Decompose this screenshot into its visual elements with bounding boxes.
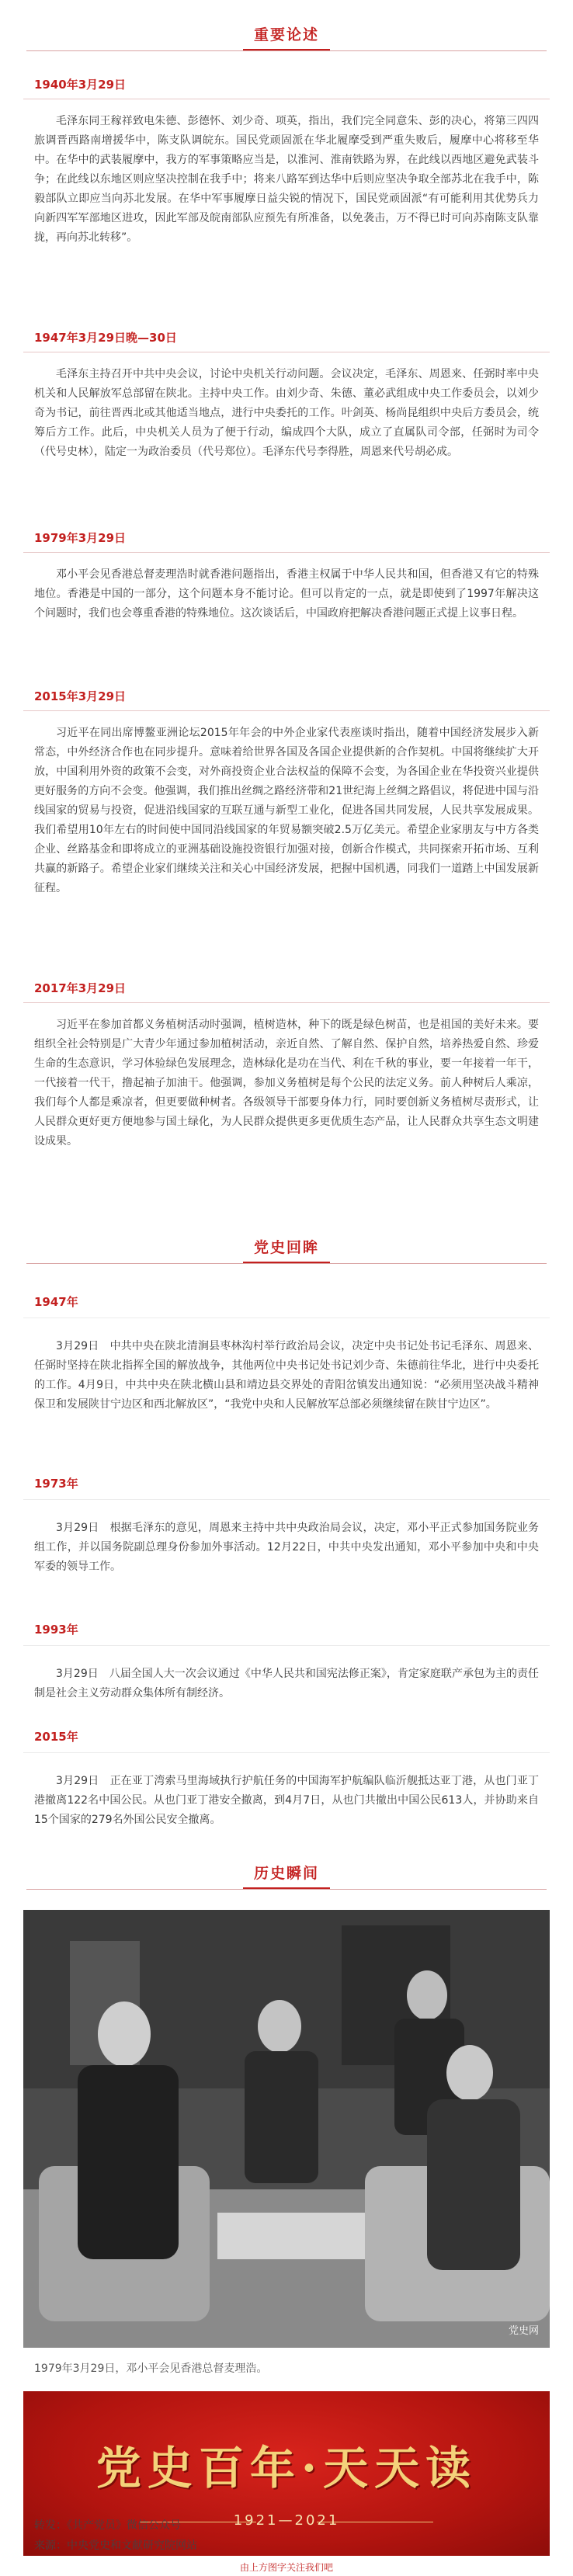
origin-source: 来源：中央党史和文献研究院网站 bbox=[34, 2540, 197, 2552]
history-entry-1973 bbox=[0, 1475, 573, 1577]
repost-source: 转发：《共产党员》微信公众号 bbox=[34, 2519, 181, 2532]
important-entry-2015 bbox=[0, 688, 573, 898]
entry-date: 2017年3月29日 bbox=[34, 981, 127, 995]
entry-year: 1947年 bbox=[34, 1295, 78, 1309]
entry-text: 毛泽东同王稼祥致电朱德、彭德怀、刘少奇、项英，指出，我们完全同意朱、彭的决心，将第三四四旅调晋西路南增援华中，陈支队调皖东。国民党顽固派在华北履摩受到严重失败后，履摩中心将移至华中。在华中的武装履摩中，我方的军事策略应当是，以淮河、淮南铁路为界，在此线以西地区避免武装斗争；在此线以东地区则应坚决控制在我手中；将来八路军到达华中后则应坚决争取全部苏北在我手中，陈毅部队立即应当向苏北发展。在华中军事履摩日益尖锐的情况下，国民党顽固派“有可能利用其优势兵力向新四军军部地区进攻，因此军部及皖南部队应预先有所准备，以免袭击，万不得已时可向苏南陈支队靠拢，再向苏北转移”。 bbox=[34, 115, 539, 244]
section-heading-history bbox=[0, 1236, 573, 1264]
section-title: 重要论述 bbox=[243, 23, 330, 51]
entry-text: 习近平在参加首都义务植树活动时强调，植树造林，种下的既是绿色树苗，也是祖国的美好未来。要组织全社会特别是广大青少年通过参加植树活动，亲近自然、了解自然、保护自然，培养热爱自然、珍爱生命的生态意识，学习体验绿色发展理念，造林绿化是功在当代、利在千秋的事业，要一年接着一年干，一代接着一代干，撸起袖子加油干。他强调，参加义务植树是每个公民的法定义务。前人种树后人乘凉，我们每个人都是乘凉者，但更要做种树者。各级领导干部要身体力行，同时要创新义务植树尽责形式，让人民群众更好更方便地参与国土绿化，为人民群众提供更多更优质生态产品，让人民群众共享生态文明建设成果。 bbox=[34, 1019, 539, 1147]
section-title: 党史回眸 bbox=[243, 1236, 330, 1264]
history-entry-2015 bbox=[0, 1728, 573, 1830]
entry-text: 3月29日 中共中央在陕北清涧县枣林沟村举行政治局会议，决定中央书记处书记毛泽东、周恩来、任弼时坚持在陕北指挥全国的解放战争，其他两位中央书记处书记刘少奇、朱德前往华北，进行中央委托的工作。4月9日，中共中央在陕北横山县和靖边县交界处的青阳岔镇发出通知说：“必须用坚决战斗精神保卫和发展陕甘宁边区和西北解放区”，“我党中央和人民解放军总部必须继续留在陕甘宁边区”。 bbox=[34, 1340, 539, 1411]
divider bbox=[23, 1002, 550, 1003]
entry-date: 1947年3月29日晚—30日 bbox=[34, 331, 177, 345]
photo-caption: 1979年3月29日，邓小平会见香港总督麦理浩。 bbox=[34, 2362, 268, 2375]
banner-title: 党史百年·天天读 bbox=[96, 2442, 477, 2494]
entry-text: 3月29日 根据毛泽东的意见，周恩来主持中共中央政治局会议，决定，邓小平正式参加国务院业务组工作，并以国务院副总理身份参加外事活动。12月22日，中共中央发出通知，邓小平参加中央和中央军委的领导工作。 bbox=[34, 1522, 539, 1573]
divider bbox=[23, 1752, 550, 1753]
divider bbox=[26, 1889, 547, 1890]
follow-prompt[interactable]: 由上方图字关注我们吧 bbox=[239, 2562, 333, 2573]
history-entry-1993 bbox=[0, 1621, 573, 1703]
divider bbox=[26, 1263, 547, 1264]
divider bbox=[23, 1499, 550, 1500]
entry-text: 3月29日 八届全国人大一次会议通过《中华人民共和国宪法修正案》，肯定家庭联产承包为主的责任制是社会主义劳动群众集体所有制经济。 bbox=[34, 1668, 539, 1699]
section-heading-important bbox=[0, 23, 573, 51]
entry-year: 1993年 bbox=[34, 1623, 78, 1637]
important-entry-1947 bbox=[0, 329, 573, 462]
entry-text: 毛泽东主持召开中共中央会议，讨论中央机关行动问题。会议决定，毛泽东、周恩来、任弼时率中央机关和人民解放军总部留在陕北。主持中央工作。由刘少奇、朱德、董必武组成中央工作委员会，以刘少奇为书记，前往晋西北或其他适当地点，进行中央委托的工作。叶剑英、杨尚昆组织中央后方委员会，统筹后方工作。此后，中央机关人员为了便于行动，编成四个大队，成立了直属队司令部，任弼时为司令（代号史林），陆定一为政治委员（代号郑位）。毛泽东代号李得胜，周恩来代号胡必成。 bbox=[34, 368, 539, 458]
divider bbox=[26, 50, 547, 51]
entry-year: 2015年 bbox=[34, 1730, 78, 1744]
banner-years: 1921—2021 bbox=[233, 2512, 340, 2529]
source-info bbox=[0, 2515, 573, 2556]
entry-text: 习近平在同出席博鳌亚洲论坛2015年年会的中外企业家代表座谈时指出，随着中国经济发展步入新常态，中外经济合作也在同步提升。意味着给世界各国及各国企业提供新的合作契机。中国将继续扩大开放，中国利用外资的政策不会变，对外商投资企业合法权益的保障不会变，为各国企业在华投资兴业提供更好服务的方向不会变。他强调，我们推出丝绸之路经济带和21世纪海上丝绸之路倡议，将促进中国与沿线国家的贸易与投资，促进沿线国家的互联互通与新型工业化，促进各国共同发展，人民共享发展成果。我们希望用10年左右的时间使中国同沿线国家的年贸易额突破2.5万亿美元。希望企业家朋友与中方各类企业、丝路基金和即将成立的亚洲基础设施投资银行加强对接，创新合作模式，共同探索开拓市场、互利共赢的新路子。希望企业家们继续关注和关心中国经济发展，把握中国机遇，同我们一道踏上中国发展新征程。 bbox=[34, 727, 539, 894]
section-heading-moment bbox=[0, 1862, 573, 1890]
divider bbox=[23, 1645, 550, 1646]
entry-text: 邓小平会见香港总督麦理浩时就香港问题指出，香港主权属于中华人民共和国，但香港又有它的特殊地位。香港是中国的一部分，这个问题本身不能讨论。但可以肯定的一点，就是即使到了1997年解决这个问题时，我们也会尊重香港的特殊地位。这次谈话后，中国政府把解决香港问题正式提上议事日程。 bbox=[34, 568, 539, 620]
entry-year: 1973年 bbox=[34, 1477, 78, 1491]
important-entry-1979 bbox=[0, 529, 573, 623]
photo-illustration bbox=[23, 1910, 550, 2348]
photo-watermark: 党史网 bbox=[508, 2325, 539, 2337]
divider bbox=[23, 552, 550, 553]
entry-date: 1940年3月29日 bbox=[34, 78, 127, 92]
important-entry-1940 bbox=[0, 76, 573, 248]
important-entry-2017 bbox=[0, 980, 573, 1151]
divider bbox=[23, 710, 550, 711]
entry-date: 1979年3月29日 bbox=[34, 531, 127, 545]
section-title: 历史瞬间 bbox=[243, 1862, 330, 1890]
historical-photo bbox=[23, 1910, 550, 2348]
entry-date: 2015年3月29日 bbox=[34, 689, 127, 703]
entry-text: 3月29日 正在亚丁湾索马里海域执行护航任务的中国海军护航编队临沂舰抵达亚丁港，从也门亚丁港撤离122名中国公民。从也门亚丁港安全撤离，到4月7日，从也门共撤出中国公民613人，并协助来自15个国家的279名外国公民安全撤离。 bbox=[34, 1775, 539, 1826]
history-entry-1947 bbox=[0, 1293, 573, 1415]
